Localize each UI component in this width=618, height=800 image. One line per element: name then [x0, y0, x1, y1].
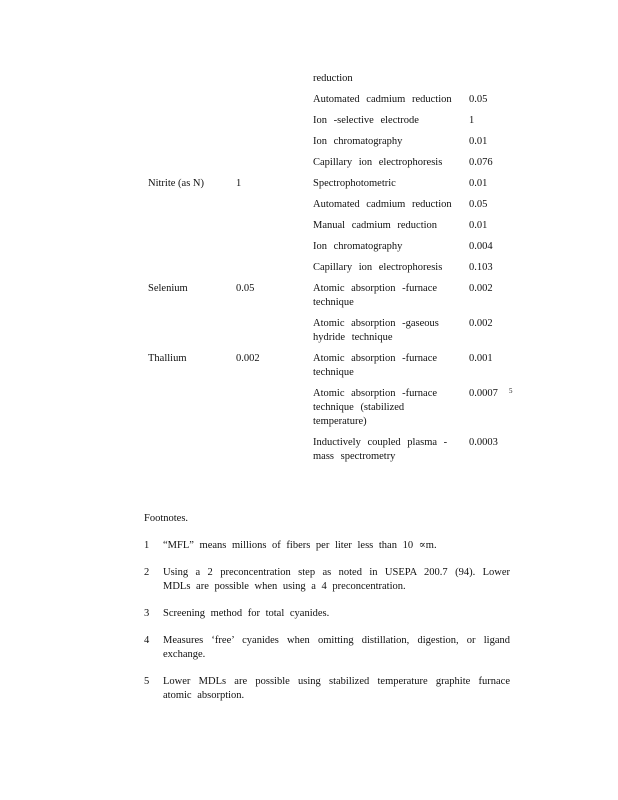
method-cell: Atomic absorption -furnace technique [313, 353, 438, 378]
mdl-cell: 0.103 [469, 262, 493, 273]
method-cell: Spectrophotometric [313, 178, 396, 189]
mdl-cell: 1 [469, 115, 475, 126]
method-cell: reduction [313, 73, 353, 84]
footnote-number: 2 [144, 567, 150, 578]
table-row [148, 219, 528, 233]
methods-table [148, 72, 528, 471]
mdl-cell: 0.0003 [469, 437, 498, 448]
mdl-cell: 0.05 [469, 94, 488, 105]
method-cell: Automated cadmium reduction [313, 94, 452, 105]
mcl-cell: 1 [236, 178, 242, 189]
footnote-text: Lower MDLs are possible using stabilized temperature graphite furnace atomic absorption. [163, 676, 510, 701]
method-cell: Capillary ion electrophoresis [313, 157, 443, 168]
contaminant-cell: Selenium [148, 283, 188, 294]
footnote-list [144, 539, 510, 703]
method-cell: Atomic absorption -furnace technique (stabilized temperature) [313, 388, 438, 427]
footnote-item [144, 607, 510, 621]
footnote-item [144, 566, 510, 594]
mdl-cell: 0.01 [469, 220, 488, 231]
mdl-cell: 0.01 [469, 178, 488, 189]
footnote-number: 5 [144, 676, 150, 687]
method-cell: Automated cadmium reduction [313, 199, 452, 210]
footnote-number: 4 [144, 635, 150, 646]
mdl-cell: 0.076 [469, 157, 493, 168]
table-row [148, 177, 528, 191]
method-cell: Ion -selective electrode [313, 115, 419, 126]
contaminant-cell: Thallium [148, 353, 187, 364]
table-row [148, 352, 528, 380]
method-cell: Capillary ion electrophoresis [313, 262, 443, 273]
mcl-cell: 0.002 [236, 353, 260, 364]
table-row [148, 93, 528, 107]
table-row [148, 135, 528, 149]
table-row [148, 317, 528, 345]
mdl-cell: 0.0007 [469, 388, 498, 399]
footnote-number: 3 [144, 608, 150, 619]
table-row [148, 72, 528, 86]
method-cell: Inductively coupled plasma - mass spectrometry [313, 437, 448, 462]
method-cell: Manual cadmium reduction [313, 220, 438, 231]
table-row [148, 387, 528, 429]
method-cell: Atomic absorption -furnace technique [313, 283, 438, 308]
footnote-item [144, 539, 510, 553]
mdl-cell: 0.001 [469, 353, 493, 364]
footnote-ref: 5 [509, 387, 513, 395]
table-row [148, 261, 528, 275]
footnote-item [144, 675, 510, 703]
footnote-text: Using a 2 preconcentration step as noted in USEPA 200.7 (94). Lower MDLs are possible when using a 4 preconcentration. [163, 567, 510, 592]
footnote-text: “MFL” means millions of fibers per liter less than 10 ∝m. [163, 540, 437, 551]
method-cell: Atomic absorption -gaseous hydride technique [313, 318, 439, 343]
table-row [148, 436, 528, 464]
footnotes-heading: Footnotes. [144, 513, 189, 524]
table-row [148, 198, 528, 212]
table-row [148, 114, 528, 128]
mdl-cell: 0.05 [469, 199, 488, 210]
table-row [148, 156, 528, 170]
mdl-cell: 0.002 [469, 318, 493, 329]
mdl-cell: 0.002 [469, 283, 493, 294]
contaminant-cell: Nitrite (as N) [148, 178, 204, 189]
footnote-item [144, 634, 510, 662]
method-cell: Ion chromatography [313, 136, 403, 147]
mcl-cell: 0.05 [236, 283, 255, 294]
footnote-number: 1 [144, 540, 150, 551]
table-row [148, 240, 528, 254]
method-cell: Ion chromatography [313, 241, 403, 252]
mdl-cell: 0.004 [469, 241, 493, 252]
footnote-text: Measures ‘free’ cyanides when omitting distillation, digestion, or ligand exchange. [163, 635, 510, 660]
footnotes-section [144, 512, 510, 716]
mdl-cell: 0.01 [469, 136, 488, 147]
table-row [148, 282, 528, 310]
footnote-text: Screening method for total cyanides. [163, 608, 330, 619]
